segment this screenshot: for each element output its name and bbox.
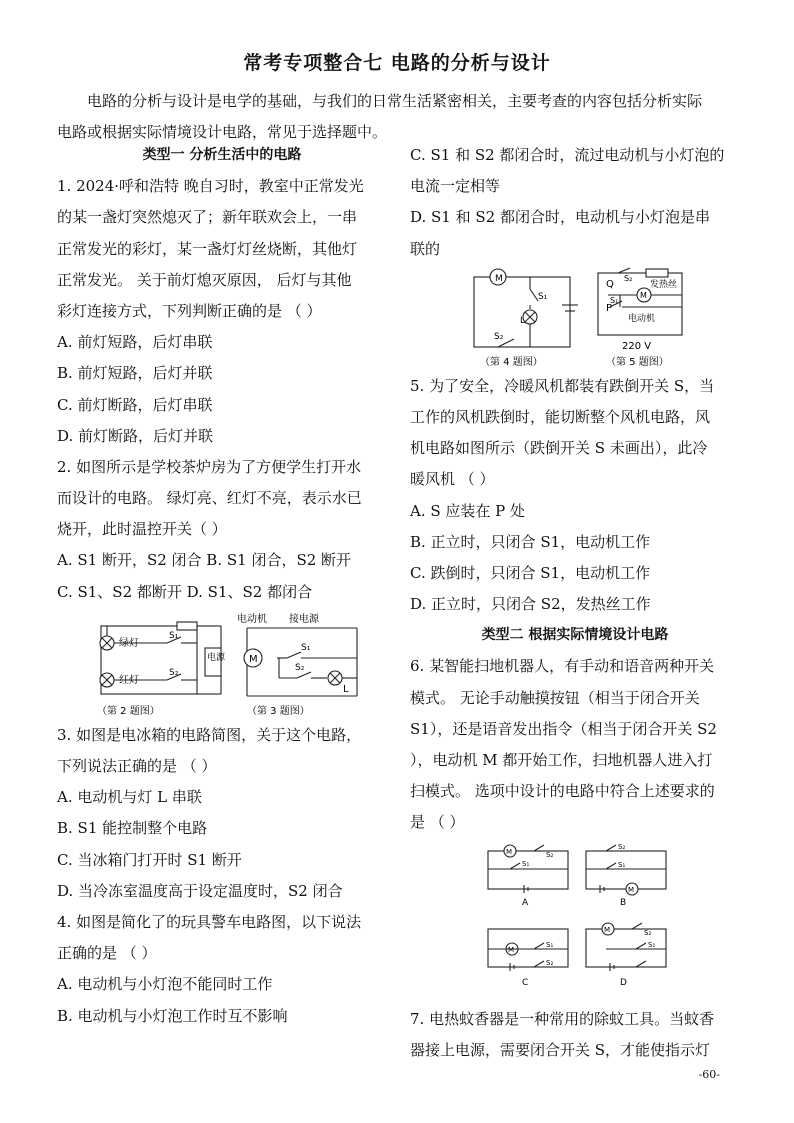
q3-option-b: B. S1 能控制整个电路: [57, 819, 208, 838]
circuit-diagram-q6: [410, 839, 740, 1004]
q5-line: 工作的风机跌倒时，能切断整个风机电路，风: [410, 407, 711, 426]
fig6d-s1: S₁: [648, 940, 656, 949]
fig6-option-a-label: A: [522, 897, 529, 908]
fig4-caption: （第 4 题图）: [480, 356, 543, 368]
fig6d-s2: S₂: [644, 928, 652, 937]
q5-line: 5. 为了安全，冷暖风机都装有跌倒开关 S，当: [410, 376, 715, 395]
q6-line: 6. 某智能扫地机器人，有手动和语音两种开关: [410, 657, 715, 676]
q2-line: 而设计的电路。 绿灯亮、红灯不亮，表示水已: [57, 489, 362, 508]
fig6b-s2: S₂: [618, 842, 626, 851]
fig3-lamp-label: L: [343, 683, 349, 695]
fig2-green-label: 绿灯: [119, 637, 139, 649]
q4-option-b: B. 电动机与小灯泡工作时互不影响: [57, 1006, 288, 1025]
fig6b-motor: M: [628, 885, 635, 894]
q1-line: 正常发光。 关于前灯熄灭原因， 后灯与其他: [57, 270, 352, 289]
fig3-caption: （第 3 题图）: [247, 705, 310, 717]
q5-option-c: C. 跌倒时，只闭合 S1，电动机工作: [410, 563, 651, 582]
fig2-red-label: 红灯: [119, 674, 139, 686]
q3-option-c: C. 当冰箱门打开时 S1 断开: [57, 850, 242, 869]
q6-line: ），电动机 M 都开始工作，扫地机器人进入打: [410, 751, 713, 769]
fig3-s2-label: S₂: [295, 662, 305, 673]
fig2-s1-label: S₁: [169, 630, 179, 641]
fig5-motor-label: 电动机: [628, 313, 656, 324]
circuit-diagram-q2: [57, 608, 387, 720]
fig3-s1-label: S₁: [301, 642, 311, 653]
fig6d-motor: M: [604, 925, 611, 934]
fig3-power-label: 接电源: [289, 613, 319, 625]
fig5-p-label: P: [606, 302, 613, 314]
q1-option-d: D. 前灯断路，后灯并联: [57, 426, 214, 445]
q6-line: 模式。 无论手动触摸按钮（相当于闭合开关: [410, 688, 700, 707]
q1-line: 1. 2024·呼和浩特 晚自习时，教室中正常发光: [57, 177, 364, 196]
q1-option-c: C. 前灯断路，后灯串联: [57, 395, 213, 414]
q4-option-d-cont: 联的: [410, 239, 441, 258]
fig2-s2-label: S₂: [169, 667, 179, 678]
section-heading-type1: 类型一 分析生活中的电路: [142, 147, 302, 163]
intro-line: 电路的分析与设计是电学的基础，与我们的日常生活紧密相关，主要考查的内容包括分析实际: [87, 92, 703, 110]
q4-option-c-cont: 电流一定相等: [410, 177, 501, 196]
fig6a-motor: M: [506, 847, 513, 856]
q1-line: 彩灯连接方式，下列判断正确的是 （ ）: [57, 301, 322, 320]
fig5-s1-label: S₁: [610, 295, 619, 305]
fig4-s2-label: S₂: [494, 331, 504, 342]
q4-line: 4. 如图是简化了的玩具警车电路图，以下说法: [57, 912, 362, 931]
fig6-option-c-label: C: [522, 977, 529, 988]
fig4-s1-label: S₁: [538, 291, 548, 302]
fig5-heater-label: 发热丝: [650, 279, 678, 290]
q6-line: 扫模式。 选项中设计的电路中符合上述要求的: [410, 782, 715, 801]
q4-line: 正确的是 （ ）: [57, 944, 157, 963]
page-number: -60-: [698, 1068, 720, 1081]
right-column: [410, 140, 740, 1066]
fig6c-s2: S₂: [546, 958, 554, 967]
q2-line: 烧开，此时温控开关（ ）: [57, 520, 227, 539]
fig6b-s1: S₁: [618, 860, 626, 869]
fig4-lamp-label: L: [520, 315, 526, 326]
q4-option-d: D. S1 和 S2 都闭合时，电动机与小灯泡是串: [410, 208, 710, 227]
section-heading-type2: 类型二 根据实际情境设计电路: [481, 627, 669, 644]
q7-line: 器接上电源，需要闭合开关 S，才能使指示灯: [410, 1040, 711, 1059]
fig6c-motor: M: [508, 945, 515, 954]
q1-option-b: B. 前灯短路，后灯并联: [57, 364, 213, 383]
figures-4-5: [410, 265, 740, 371]
q3-option-d: D. 当冷冻室温度高于设定温度时，S2 闭合: [57, 881, 343, 900]
fig2-caption: （第 2 题图）: [97, 705, 160, 717]
q1-option-a: A. 前灯短路，后灯串联: [57, 333, 213, 352]
fig6-option-b-label: B: [620, 897, 627, 908]
figures-2-3: [57, 608, 387, 720]
fig5-caption: （第 5 题图）: [606, 356, 669, 368]
q6-line: 是 （ ）: [410, 813, 465, 832]
q3-line: 3. 如图是电冰箱的电路简图，关于这个电路，: [57, 725, 362, 744]
fig3-motor-symbol: M: [249, 653, 258, 665]
q4-option-c: C. S1 和 S2 都闭合时，流过电动机与小灯泡的: [410, 146, 725, 164]
fig2-power-label: 电源: [207, 652, 226, 663]
fig6a-s1: S₁: [522, 859, 530, 868]
q5-option-d: D. 正立时，只闭合 S2，发热丝工作: [410, 595, 651, 614]
q2-line: 2. 如图所示是学校茶炉房为了方便学生打开水: [57, 457, 362, 476]
fig3-motor-label: 电动机: [237, 613, 267, 625]
q5-option-a: A. S 应装在 P 处: [410, 501, 526, 520]
intro-paragraph: [57, 86, 747, 148]
fig6c-s1: S₁: [546, 940, 554, 949]
intro-line: 电路或根据实际情境设计电路，常见于选择题中。: [57, 123, 388, 141]
left-column: [57, 140, 387, 1032]
q6-line: S1），还是语音发出指令（相当于闭合开关 S2: [410, 719, 717, 738]
q2-options-cd: C. S1、S2 都断开 D. S1、S2 都闭合: [57, 582, 313, 601]
q5-option-b: B. 正立时，只闭合 S1，电动机工作: [410, 532, 651, 551]
q1-line: 正常发光的彩灯，某一盏灯灯丝烧断，其他灯: [57, 239, 358, 258]
fig5-s2-label: S₂: [624, 273, 633, 283]
q3-option-a: A. 电动机与灯 L 串联: [57, 788, 202, 807]
q5-line: 机电路如图所示（跌倒开关 S 未画出），此冷: [410, 439, 708, 458]
fig4-motor-symbol: M: [495, 273, 503, 284]
q7-line: 7. 电热蚊香器是一种常用的除蚊工具。当蚊香: [410, 1009, 715, 1028]
q4-option-a: A. 电动机与小灯泡不能同时工作: [57, 975, 273, 994]
q5-line: 暖风机 （ ）: [410, 470, 495, 489]
fig5-q-label: Q: [606, 278, 614, 290]
q3-line: 下列说法正确的是 （ ）: [57, 757, 217, 775]
figure-6-options: [410, 839, 740, 1004]
q1-line: 的某一盏灯突然熄灭了；新年联欢会上，一串: [57, 208, 358, 227]
fig5-voltage-label: 220 V: [622, 340, 652, 352]
fig6-option-d-label: D: [620, 977, 627, 988]
q2-options-ab: A. S1 断开，S2 闭合 B. S1 闭合，S2 断开: [57, 551, 352, 570]
circuit-diagram-q4-q5: [410, 265, 740, 371]
page-title: 常考专项整合七 电路的分析与设计: [243, 52, 551, 74]
fig6a-s2: S₂: [546, 850, 554, 859]
fig5-motor-symbol: M: [640, 290, 647, 300]
